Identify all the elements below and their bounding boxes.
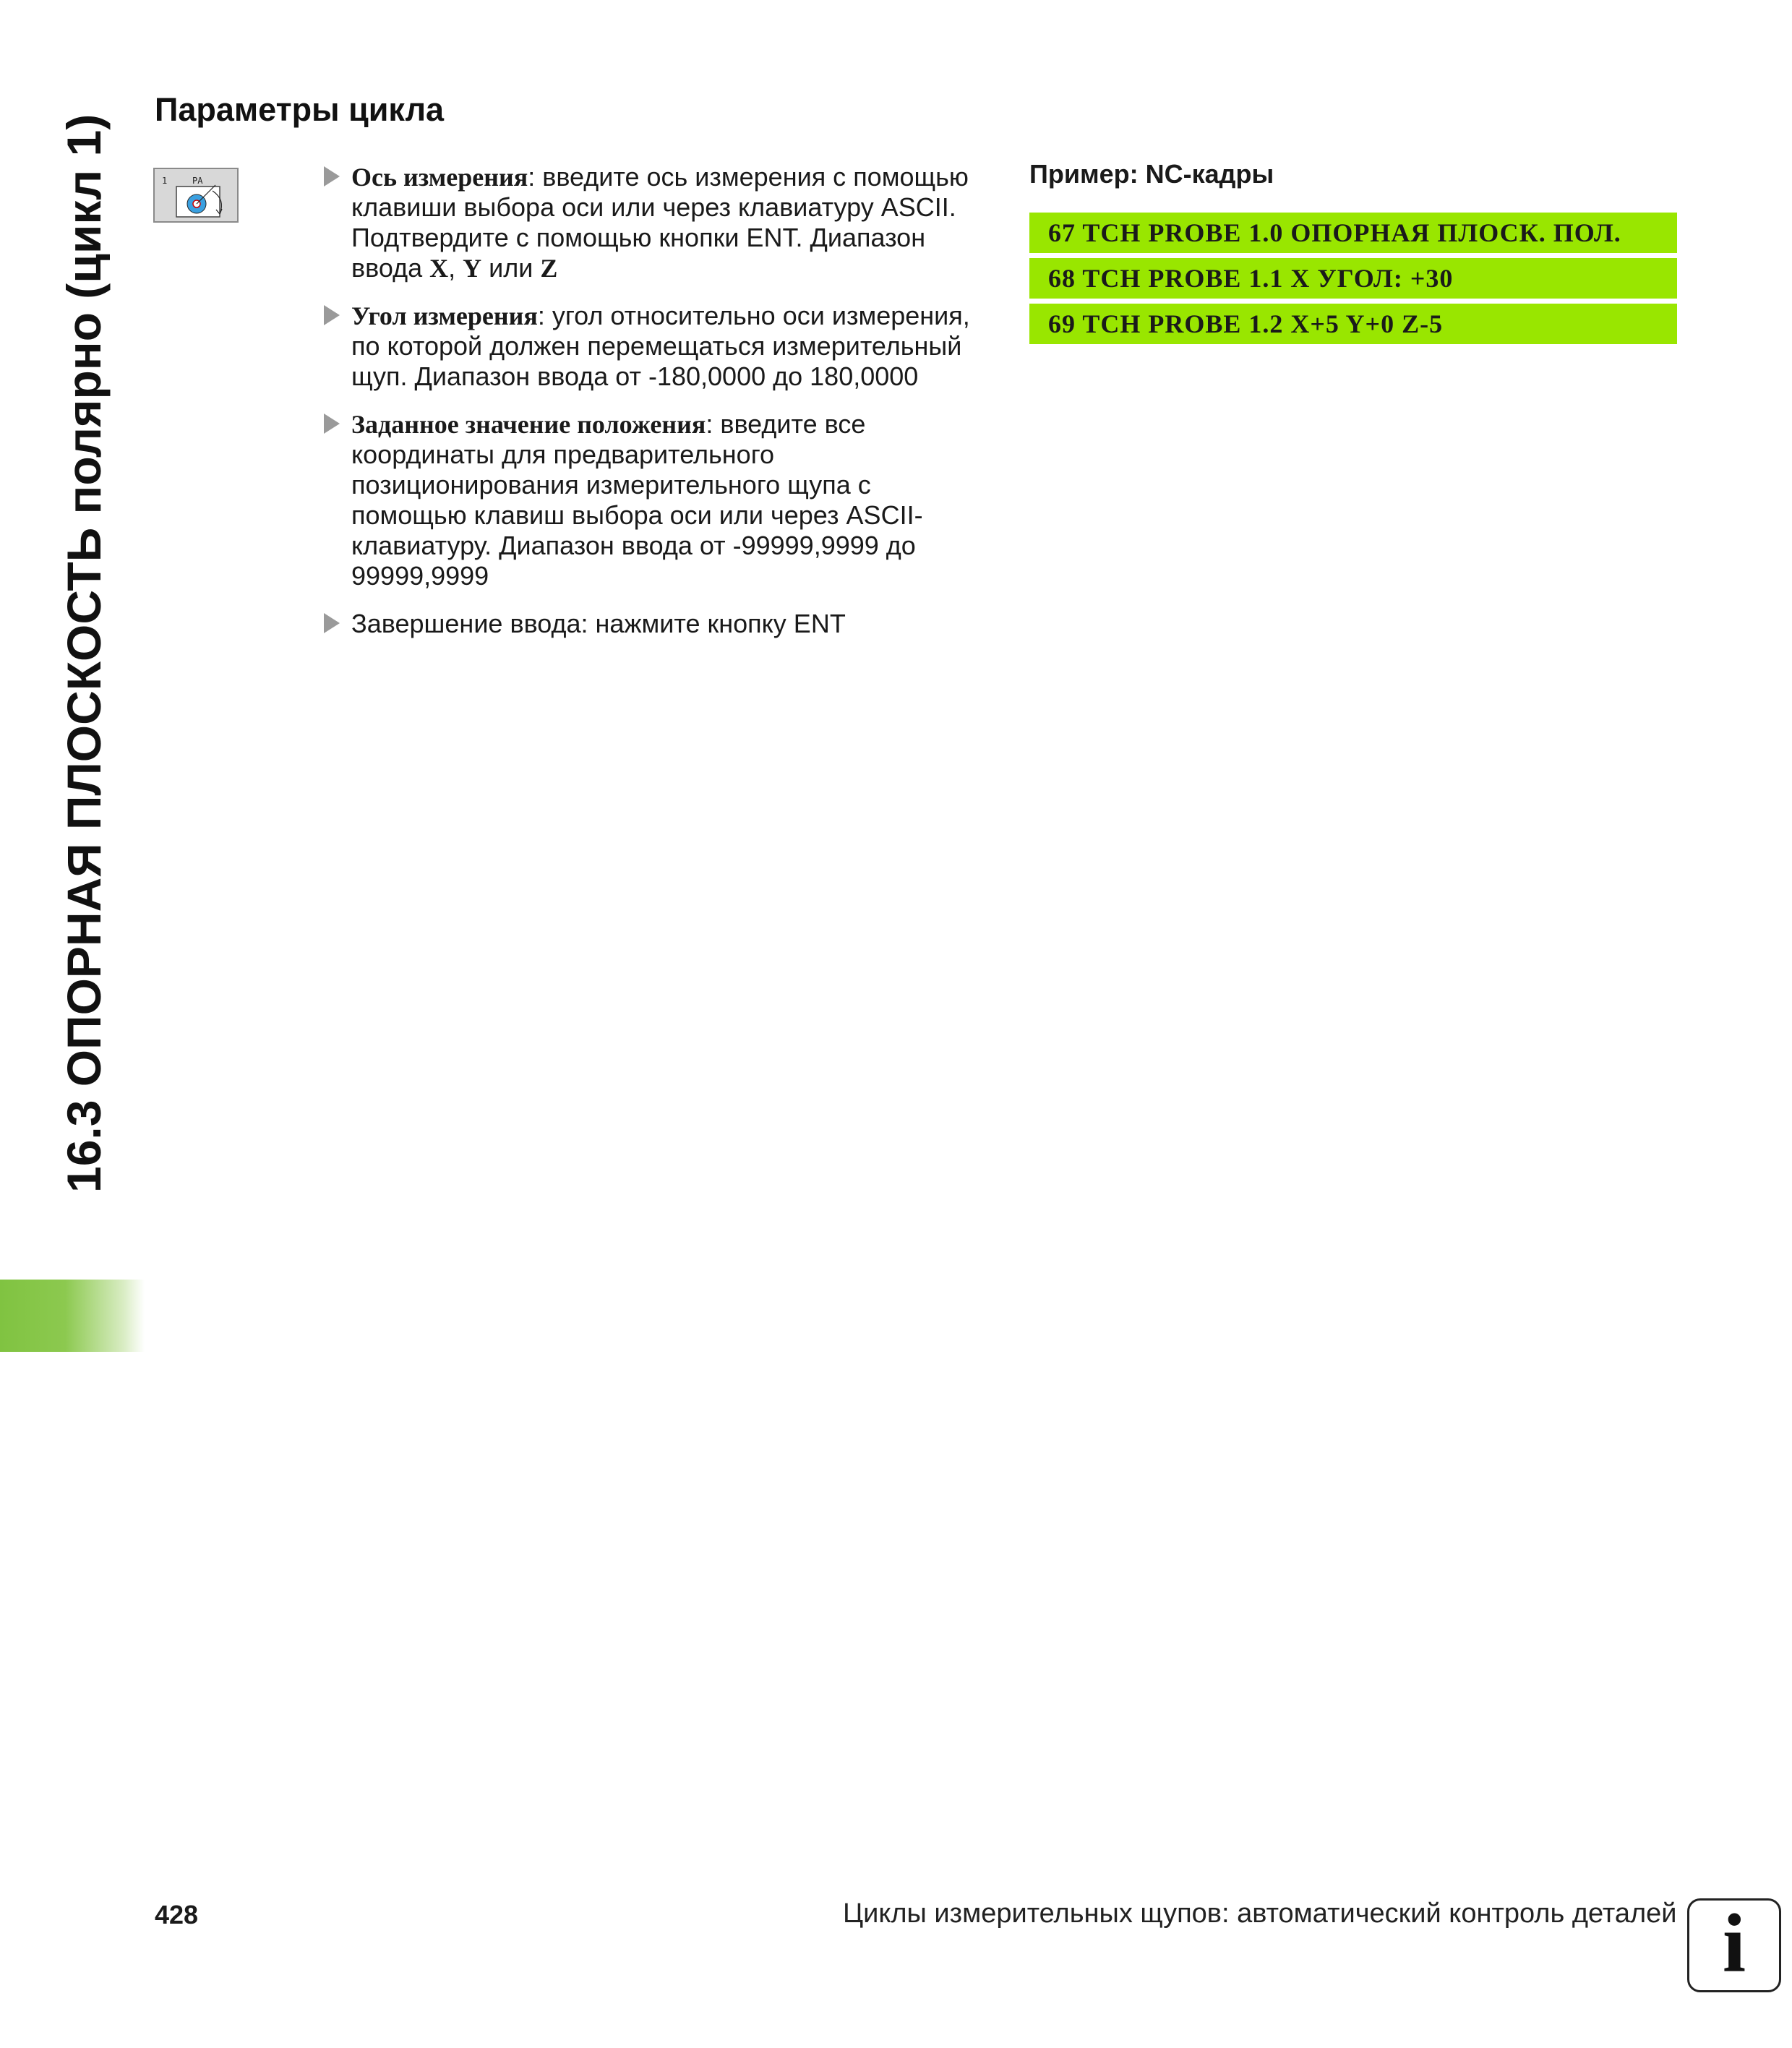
footer-text: Циклы измерительных щупов: автоматический контроль деталей [843, 1898, 1677, 1929]
axis-x: X [429, 254, 449, 283]
param-description: : угол относительно оси измерения, по которой должен перемещаться измерительный щуп. Диапазон ввода от -180,0000 до 180,0000 [351, 301, 970, 391]
nc-block-line: 67 TCH PROBE 1.0 ОПОРНАЯ ПЛОСК. ПОЛ. [1029, 213, 1677, 253]
param-term: Ось измерения [351, 163, 528, 192]
param-description: Завершение ввода: нажмите кнопку ENT [351, 609, 846, 638]
section-heading: Параметры цикла [155, 91, 445, 128]
example-title: Пример: NC-кадры [1029, 159, 1274, 189]
param-axis [324, 162, 989, 283]
param-description: : введите все координаты для предварительного позиционирования измерительного щупа с помощью клавиш выбора оси или через ASCII-клавиатуру. Диапазон ввода от -99999,9999 до 99999,9999 [351, 409, 923, 591]
page-number: 428 [155, 1900, 199, 1929]
nc-block-line: 68 TCH PROBE 1.1 X УГОЛ: +30 [1029, 258, 1677, 299]
nc-block-list [1029, 213, 1677, 349]
nc-block-line: 69 TCH PROBE 1.2 X+5 Y+0 Z-5 [1029, 304, 1677, 344]
bullet-arrow-icon [324, 414, 340, 434]
axis-y: Y [463, 254, 482, 283]
or-text: или [481, 253, 541, 283]
param-position [324, 409, 989, 591]
param-term: Угол измерения [351, 301, 538, 330]
param-term: Заданное значение положения [351, 410, 706, 439]
param-angle [324, 301, 989, 392]
bullet-arrow-icon [324, 613, 340, 633]
cycle-icon [153, 168, 239, 223]
param-description: : введите ось измерения с помощью клавиши выбора оси или через клавиатуру ASCII. Подтвердите с помощью кнопки ENT. Диапазон ввода [351, 162, 969, 283]
cycle-icon-label: PA [192, 176, 203, 186]
chapter-side-title: 16.3 ОПОРНАЯ ПЛОСКОСТЬ полярно (цикл 1) [57, 113, 111, 1193]
chapter-color-bar [0, 1280, 145, 1352]
info-icon[interactable]: i [1687, 1898, 1781, 1992]
bullet-arrow-icon [324, 305, 340, 325]
param-finish [324, 609, 989, 639]
parameter-list [324, 162, 989, 656]
separator: , [448, 253, 463, 283]
bullet-arrow-icon [324, 166, 340, 187]
axis-z: Z [540, 254, 558, 283]
cycle-icon-number: 1 [162, 176, 168, 186]
